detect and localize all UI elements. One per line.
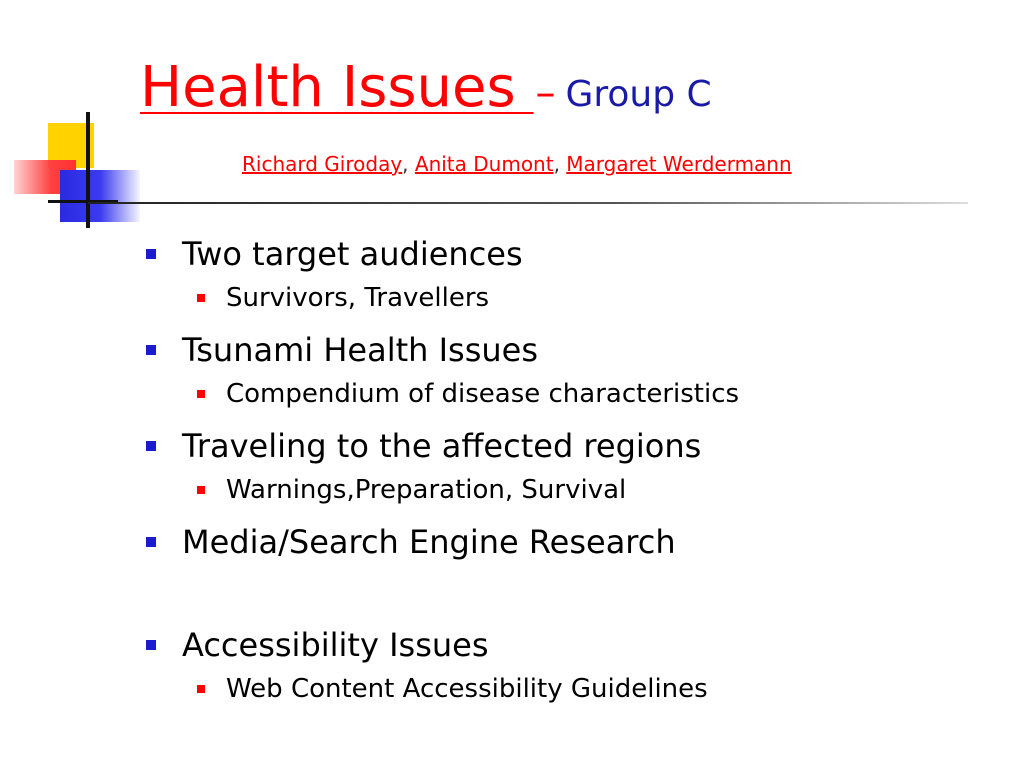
square-bullet-icon xyxy=(146,249,156,259)
list-item: Tsunami Health Issues xyxy=(146,328,986,372)
corner-decoration xyxy=(0,0,140,240)
square-bullet-icon xyxy=(146,537,156,547)
list-item: Media/Search Engine Research xyxy=(146,520,986,564)
authors: Richard Giroday, Anita Dumont, Margaret Werdermann xyxy=(242,152,792,176)
bullet-list xyxy=(146,232,986,719)
square-bullet-icon xyxy=(197,390,205,398)
vertical-line xyxy=(86,112,90,228)
sub-list-item: Survivors, Travellers xyxy=(146,276,986,328)
square-bullet-icon xyxy=(197,486,205,494)
square-bullet-icon xyxy=(197,685,205,693)
blue-square xyxy=(60,170,140,222)
list-item: Two target audiences xyxy=(146,232,986,276)
square-bullet-icon xyxy=(146,640,156,650)
square-bullet-icon xyxy=(146,345,156,355)
sub-list-item: Compendium of disease characteristics xyxy=(146,372,986,424)
sub-list-item: Web Content Accessibility Guidelines xyxy=(146,667,986,719)
author-link-3[interactable]: Margaret Werdermann xyxy=(566,152,792,176)
title-main: Health Issues xyxy=(140,55,534,120)
list-item: Accessibility Issues xyxy=(146,623,986,667)
author-link-1[interactable]: Richard Giroday xyxy=(242,152,403,176)
title-group: Group C xyxy=(565,74,712,115)
author-link-2[interactable]: Anita Dumont xyxy=(414,152,554,176)
square-bullet-icon xyxy=(197,294,205,302)
list-item: Traveling to the affected regions xyxy=(146,424,986,468)
title-divider xyxy=(88,202,968,204)
square-bullet-icon xyxy=(146,441,156,451)
title-dash: – xyxy=(535,70,556,116)
sub-list-item: Warnings,Preparation, Survival xyxy=(146,468,986,520)
slide-title xyxy=(140,55,712,120)
